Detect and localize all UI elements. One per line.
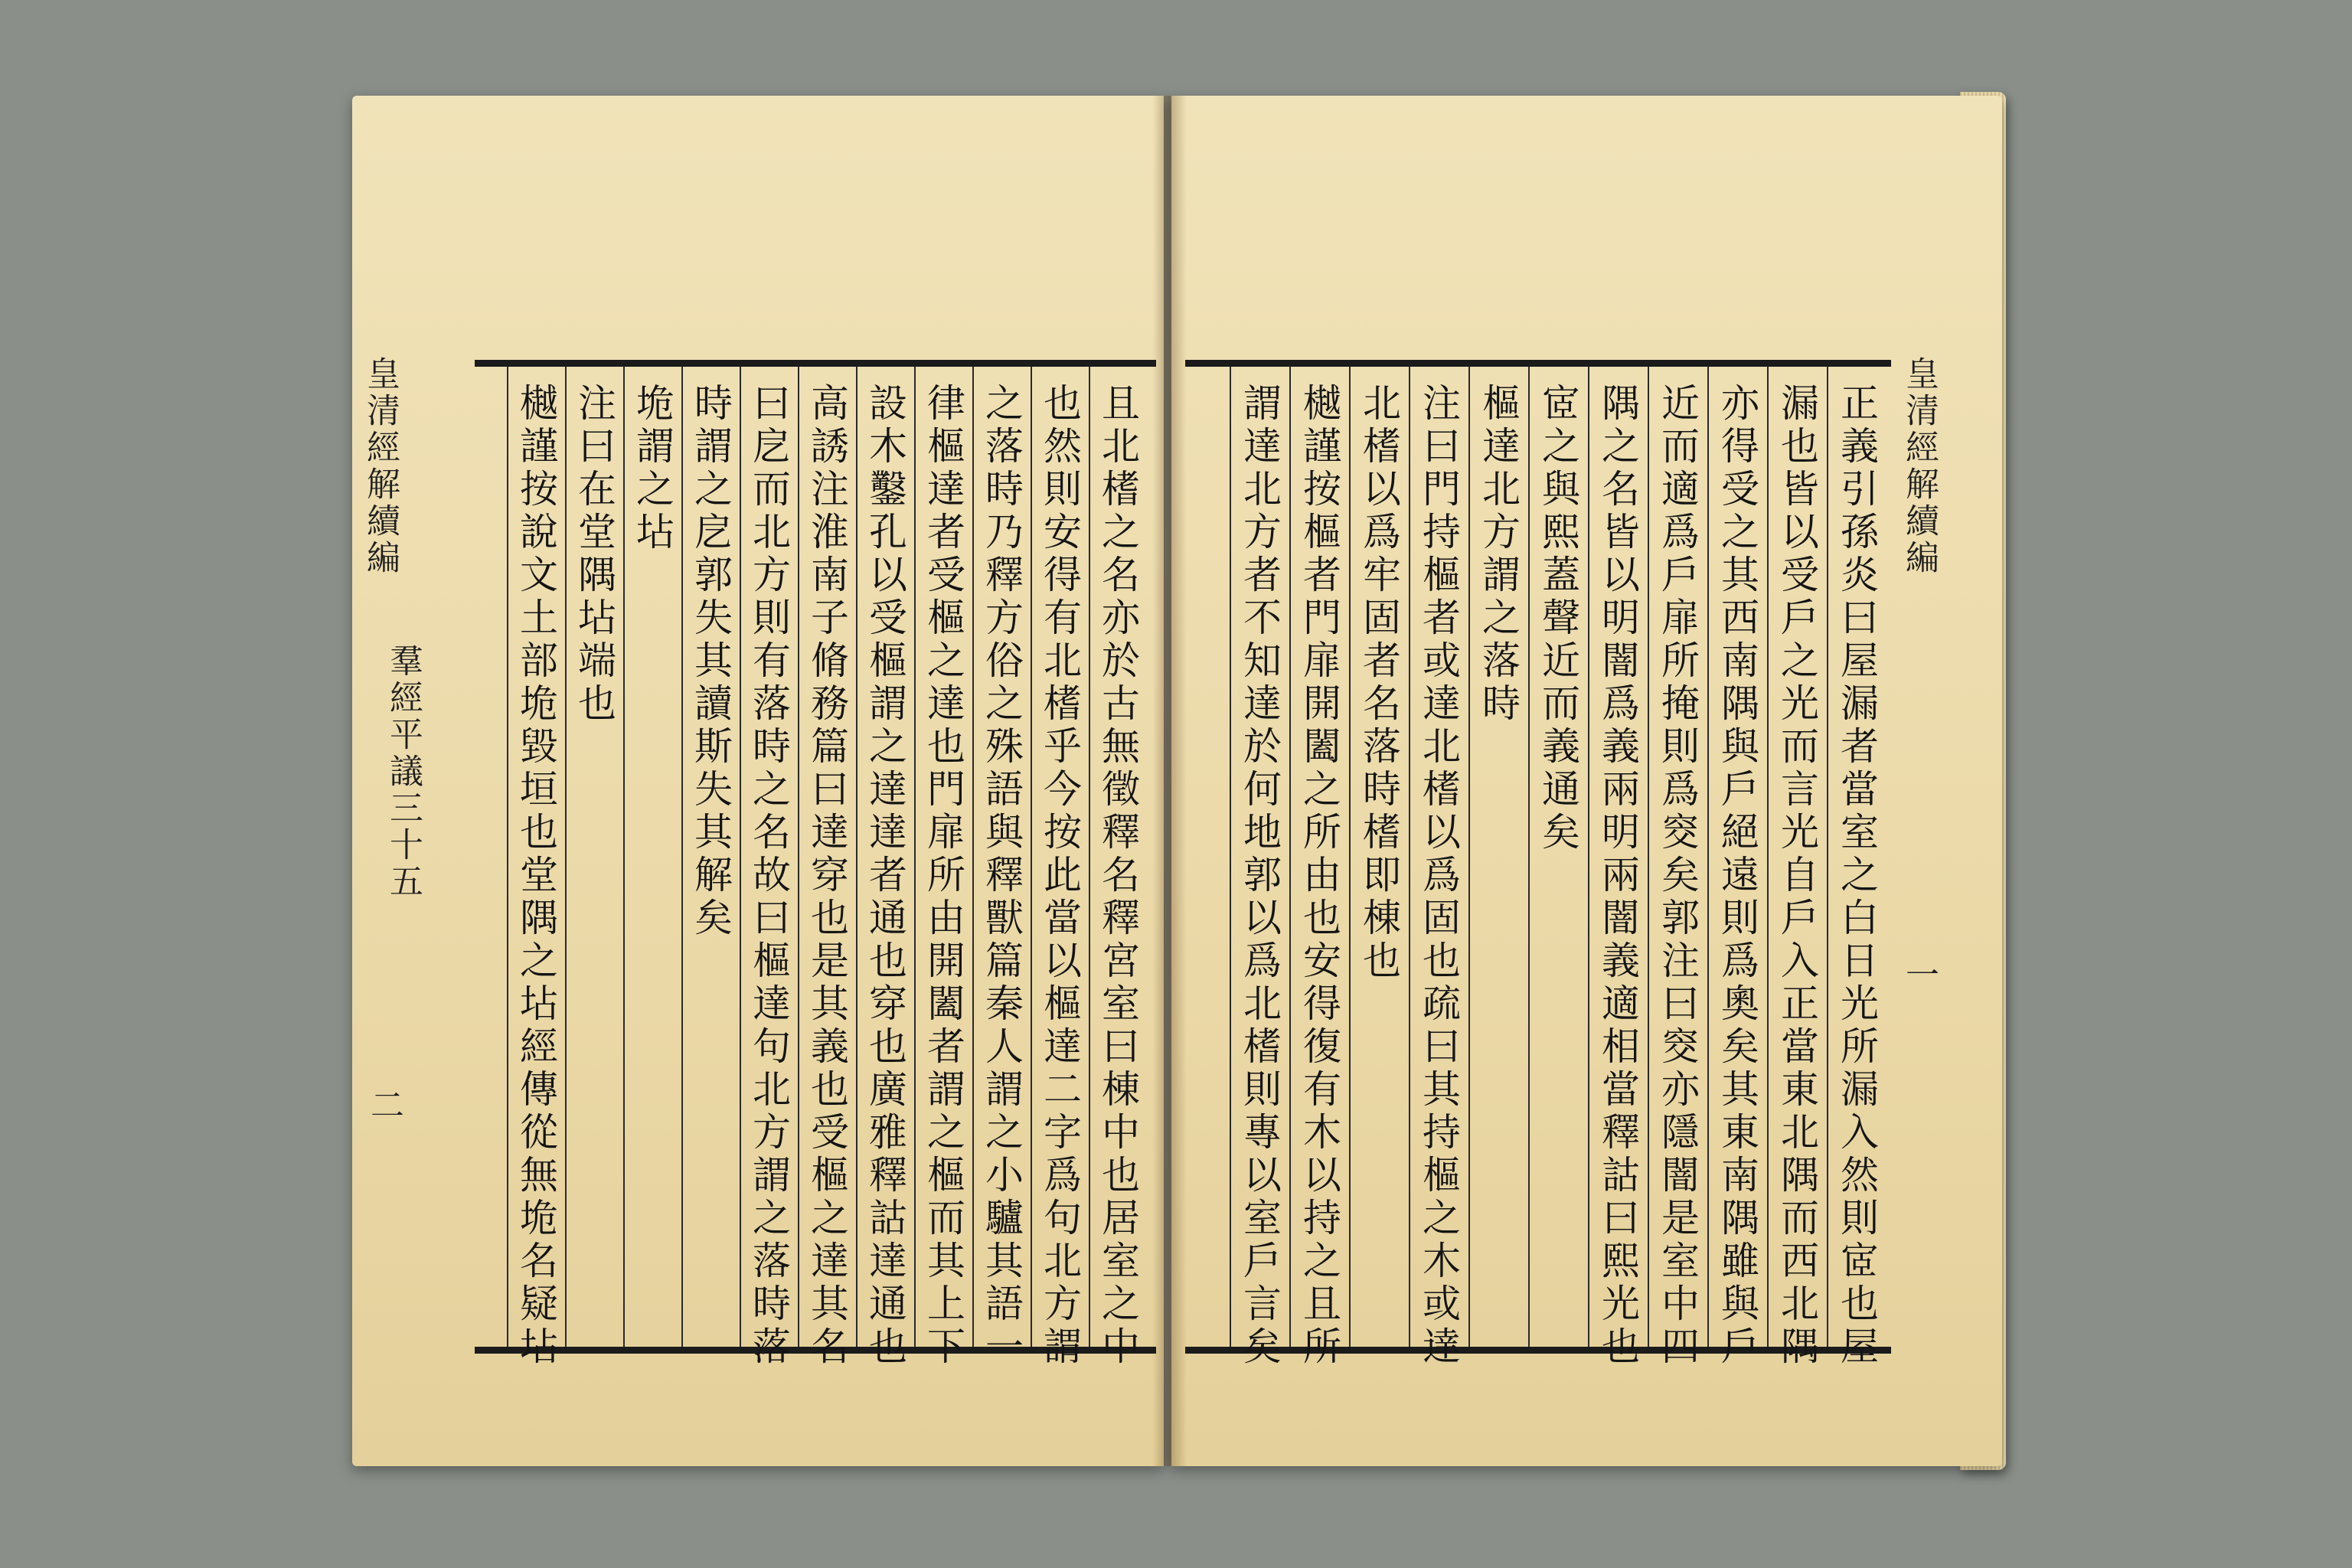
- column-rule: [565, 367, 567, 1347]
- column-rule: [1289, 367, 1291, 1347]
- text-column: 注曰門持樞者或達北榰以爲固也疏曰其持樞之木或達: [1416, 383, 1461, 1369]
- text-column: 曰戹而北方則有落時之名故曰樞達句北方謂之落時落: [746, 383, 791, 1369]
- column-rule: [1230, 367, 1231, 1347]
- column-rule: [914, 367, 916, 1347]
- text-column: 近而適爲戶扉所掩則爲窔矣郭注曰窔亦隱闇是室中四: [1655, 383, 1700, 1369]
- column-rule: [681, 367, 683, 1347]
- column-rule: [1468, 367, 1470, 1347]
- right-margin-folio: 一: [1900, 957, 1939, 994]
- column-rule: [856, 367, 858, 1347]
- text-column: 律樞達者受樞之達也門扉所由開闔者謂之樞而其上下: [921, 383, 965, 1369]
- text-column: 漏也皆以受戶之光而言光自戶入正當東北隅而西北隅: [1775, 383, 1819, 1369]
- text-column: 樾謹按樞者門扉開闔之所由也安得復有木以持之且所: [1297, 383, 1341, 1369]
- column-rule: [1089, 367, 1090, 1347]
- text-column: 時謂之戹郭失其讀斯失其解矣: [688, 383, 733, 940]
- text-column: 亦得受之其西南隅與戶絕遠則爲奧矣其東南隅雖與戶: [1715, 383, 1759, 1369]
- column-rule: [623, 367, 625, 1347]
- text-column: 設木鑿孔以受樞謂之達達者通也穿也廣雅釋詁達通也: [863, 383, 907, 1369]
- column-rule: [1707, 367, 1709, 1347]
- text-column: 垝謂之坫: [630, 383, 675, 554]
- left-margin-section: 羣經平議三十五: [384, 643, 423, 900]
- left-margin-title: 皇清經解續編: [361, 356, 400, 577]
- column-rule: [1528, 367, 1530, 1347]
- column-rule: [1588, 367, 1589, 1347]
- column-rule: [1648, 367, 1649, 1347]
- column-rule: [1767, 367, 1769, 1347]
- column-rule: [1827, 367, 1828, 1347]
- column-rule: [1031, 367, 1032, 1347]
- column-rule: [972, 367, 974, 1347]
- text-column: 也然則安得有北榰乎今按此當以樞達二字爲句北方謂: [1037, 383, 1082, 1369]
- left-margin-folio: 二: [364, 1087, 403, 1124]
- text-column: 之落時乃釋方俗之殊語與釋獸篇秦人謂之小驢其語一: [979, 383, 1024, 1369]
- text-column: 且北榰之名亦於古無徵釋名釋宮室曰棟中也居室之中: [1096, 383, 1140, 1369]
- text-column: 北榰以爲牢固者名落時榰即棟也: [1357, 383, 1401, 983]
- text-column: 謂達北方者不知達於何地郭以爲北榰則專以室戶言矣: [1237, 383, 1282, 1369]
- text-column: 高誘注淮南子脩務篇曰達穿也是其義也受樞之達其名: [805, 383, 849, 1369]
- column-rule: [507, 367, 508, 1347]
- column-rule: [798, 367, 799, 1347]
- column-rule: [1349, 367, 1351, 1347]
- text-column: 宧之與熙蓋聲近而義通矣: [1536, 383, 1580, 854]
- text-column: 樞達北方謂之落時: [1476, 383, 1521, 726]
- text-column: 隅之名皆以明闇爲義兩明兩闇義適相當釋詁曰熙光也: [1596, 383, 1640, 1369]
- right-margin-title: 皇清經解續編: [1900, 356, 1939, 577]
- text-column: 樾謹按說文土部垝毀垣也堂隅之坫經傳從無垝名疑坫: [514, 383, 558, 1369]
- column-rule: [1409, 367, 1410, 1347]
- column-rule: [740, 367, 741, 1347]
- book-gutter: [1152, 96, 1187, 1466]
- text-column: 注曰在堂隅坫端也: [572, 383, 616, 726]
- text-column: 正義引孫炎曰屋漏者當室之白日光所漏入然則宧也屋: [1834, 383, 1879, 1369]
